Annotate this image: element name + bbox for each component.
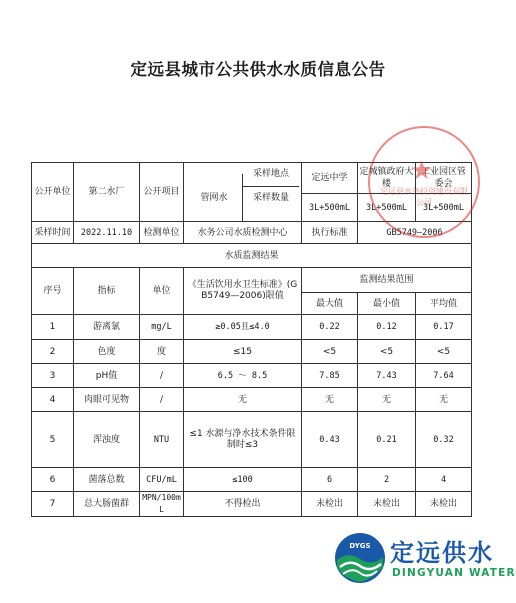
indicator-cell: pH值 xyxy=(74,364,140,388)
page-title: 定远县城市公共供水水质信息公告 xyxy=(130,60,386,79)
table-row xyxy=(32,388,472,412)
dept-value: 水务公司水质检测中心 xyxy=(184,222,302,244)
limit-cell: ≥0.05且≤4.0 xyxy=(184,315,302,340)
min-cell: 未检出 xyxy=(358,492,416,517)
unit-header: 单位 xyxy=(140,268,184,315)
table-row xyxy=(32,492,472,517)
max-cell: 7.85 xyxy=(302,364,358,388)
unit-cell: CFU/mL xyxy=(140,468,184,492)
seq-cell: 2 xyxy=(32,340,74,364)
limit-cell: 无 xyxy=(184,388,302,412)
seq-cell: 3 xyxy=(32,364,74,388)
unit-cell: mg/L xyxy=(140,315,184,340)
indicator-cell: 浑浊度 xyxy=(74,412,140,468)
avg-cell: 未检出 xyxy=(416,492,472,517)
project-label: 公开项目 xyxy=(140,163,184,222)
seq-cell: 1 xyxy=(32,315,74,340)
avg-cell: 0.17 xyxy=(416,315,472,340)
count-2: 3L+500mL xyxy=(358,194,416,222)
max-cell: 未检出 xyxy=(302,492,358,517)
indicator-cell: 游离氯 xyxy=(74,315,140,340)
limit-cell: ≤15 xyxy=(184,340,302,364)
section-row xyxy=(32,244,472,268)
unit-cell: 度 xyxy=(140,340,184,364)
indicator-header: 指标 xyxy=(74,268,140,315)
std-label: 执行标准 xyxy=(302,222,358,244)
site-1: 定远中学 xyxy=(302,163,358,194)
indicator-cell: 总大肠菌群 xyxy=(74,492,140,517)
avg-header: 平均值 xyxy=(416,293,472,315)
time-value: 2022.11.10 xyxy=(74,222,140,244)
site-2: 定城镇政府大楼 xyxy=(358,163,416,194)
info-row-time xyxy=(32,222,472,244)
project-value: 管网水 xyxy=(200,193,228,203)
max-cell: <5 xyxy=(302,340,358,364)
max-cell: 0.43 xyxy=(302,412,358,468)
avg-cell: 7.64 xyxy=(416,364,472,388)
limit-header: 《生活饮用水卫生标准》(GB5749—2006)限值 xyxy=(184,268,302,315)
limit-cell: 不得检出 xyxy=(184,492,302,517)
min-cell: 2 xyxy=(358,468,416,492)
indicator-cell: 色度 xyxy=(74,340,140,364)
info-row-site xyxy=(32,163,472,194)
table-row xyxy=(32,364,472,388)
table-row xyxy=(32,315,472,340)
limit-cell: 6.5 ～ 8.5 xyxy=(184,364,302,388)
avg-cell: 0.32 xyxy=(416,412,472,468)
seq-cell: 4 xyxy=(32,388,74,412)
seq-header: 序号 xyxy=(32,268,74,315)
logo-mark-text: DYGS xyxy=(349,542,371,550)
unit-cell: / xyxy=(140,388,184,412)
unit-value: 第二水厂 xyxy=(74,163,140,222)
site-label: 采样地点 xyxy=(243,163,299,187)
max-cell: 6 xyxy=(302,468,358,492)
min-cell: 7.43 xyxy=(358,364,416,388)
seq-cell: 6 xyxy=(32,468,74,492)
max-header: 最大值 xyxy=(302,293,358,315)
seq-cell: 5 xyxy=(32,412,74,468)
avg-cell: <5 xyxy=(416,340,472,364)
logo-en-text: DINGYUAN WATER xyxy=(392,567,516,579)
seq-cell: 7 xyxy=(32,492,74,517)
seal-text: 定远县水务投资建设有限公司 xyxy=(380,187,468,207)
logo-cn-text: 定远供水 xyxy=(390,539,494,567)
site-3: 工业园区管委会 xyxy=(416,163,472,194)
table-row xyxy=(32,412,472,468)
unit-cell: NTU xyxy=(140,412,184,468)
max-cell: 0.22 xyxy=(302,315,358,340)
count-3: 3L+500mL xyxy=(416,194,472,222)
min-cell: 0.12 xyxy=(358,315,416,340)
indicator-cell: 菌落总数 xyxy=(74,468,140,492)
max-cell: 无 xyxy=(302,388,358,412)
time-label: 采样时间 xyxy=(32,222,74,244)
min-cell: 0.21 xyxy=(358,412,416,468)
count-1: 3L+500mL xyxy=(302,194,358,222)
water-drop-logo-icon xyxy=(332,529,388,585)
avg-cell: 无 xyxy=(416,388,472,412)
header-row-1 xyxy=(32,268,472,293)
water-quality-table xyxy=(31,162,472,517)
min-cell: 无 xyxy=(358,388,416,412)
unit-cell: / xyxy=(140,364,184,388)
indicator-cell: 肉眼可见物 xyxy=(74,388,140,412)
range-header: 监测结果范围 xyxy=(302,268,472,293)
avg-cell: 4 xyxy=(416,468,472,492)
project-cell xyxy=(184,163,302,222)
std-value: GB5749—2006 xyxy=(358,222,472,244)
min-cell: <5 xyxy=(358,340,416,364)
min-header: 最小值 xyxy=(358,293,416,315)
unit-label: 公开单位 xyxy=(32,163,74,222)
company-logo xyxy=(332,529,516,587)
unit-cell: MPN/100mL xyxy=(140,492,184,517)
seal-star-icon: ★ xyxy=(410,156,434,186)
table-row xyxy=(32,468,472,492)
count-label: 采样数量 xyxy=(252,193,289,203)
dept-label: 检测单位 xyxy=(140,222,184,244)
limit-cell: ≤100 xyxy=(184,468,302,492)
section-title: 水质监测结果 xyxy=(32,244,472,268)
limit-cell: ≤1 水源与净水技术条件限制时≤3 xyxy=(184,412,302,468)
table-row xyxy=(32,340,472,364)
